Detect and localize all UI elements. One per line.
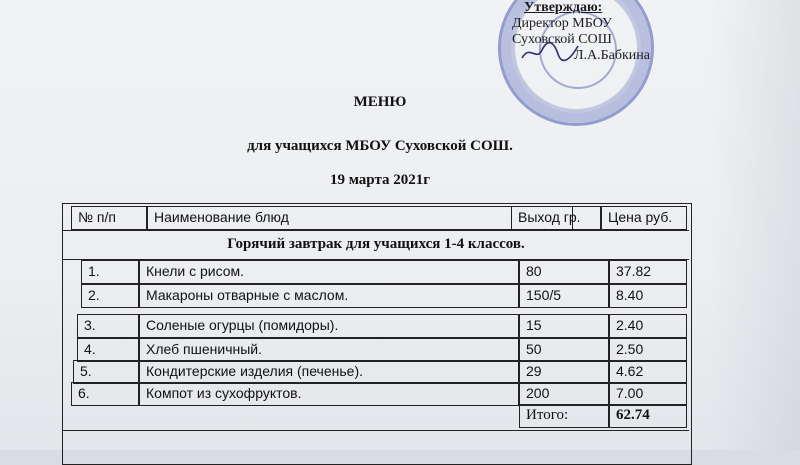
row-weight: 150/5 [519, 284, 609, 308]
row-dish-name: Соленые огурцы (помидоры). [139, 314, 519, 338]
row-weight: 29 [519, 360, 609, 384]
row-weight: 15 [519, 314, 609, 338]
row-weight: 80 [519, 260, 609, 284]
total-value: 62.74 [609, 404, 687, 428]
total-label: Итого: [519, 404, 609, 428]
table-bottom-divider [63, 430, 689, 431]
approval-school: Суховской СОШ [512, 32, 612, 47]
row-dish-name: Кнели с рисом. [139, 260, 519, 284]
row-number: 6. [71, 382, 139, 406]
row-dish-name: Кондитерские изделия (печенье). [139, 360, 519, 384]
column-header-dish: Наименование блюд [147, 206, 573, 230]
row-price: 2.40 [609, 314, 687, 338]
approval-heading: Утверждаю: [524, 0, 603, 15]
row-dish-name: Компот из сухофруктов. [139, 382, 519, 406]
row-weight: 200 [519, 382, 609, 406]
page-subtitle: для учащихся МБОУ Суховской СОШ. [247, 138, 513, 154]
row-number: 5. [73, 360, 139, 384]
column-header-price: Цена руб. [601, 206, 687, 230]
column-header-number: № п/п [71, 206, 147, 230]
menu-table [62, 203, 692, 465]
row-dish-name: Хлеб пшеничный. [139, 338, 519, 362]
approval-position: Директор МБОУ [512, 16, 612, 31]
row-weight: 50 [519, 338, 609, 362]
signature-icon [520, 40, 580, 64]
row-number: 1. [81, 260, 139, 284]
section-heading: Горячий завтрак для учащихся 1-4 классов. [63, 230, 689, 260]
page-shadow [710, 0, 800, 450]
row-price: 4.62 [609, 360, 687, 384]
row-price: 2.50 [609, 338, 687, 362]
page-title: МЕНЮ [353, 94, 407, 110]
row-number: 4. [77, 338, 139, 362]
column-header-weight: Выход гр. [511, 206, 601, 230]
row-price: 7.00 [609, 382, 687, 406]
menu-date: 19 марта 2021г [329, 172, 431, 188]
approval-name: Л.А.Бабкина [574, 48, 650, 63]
row-dish-name: Макароны отварные с маслом. [139, 284, 519, 308]
row-number: 3. [77, 314, 139, 338]
row-price: 37.82 [609, 260, 687, 284]
row-price: 8.40 [609, 284, 687, 308]
row-number: 2. [81, 284, 139, 308]
